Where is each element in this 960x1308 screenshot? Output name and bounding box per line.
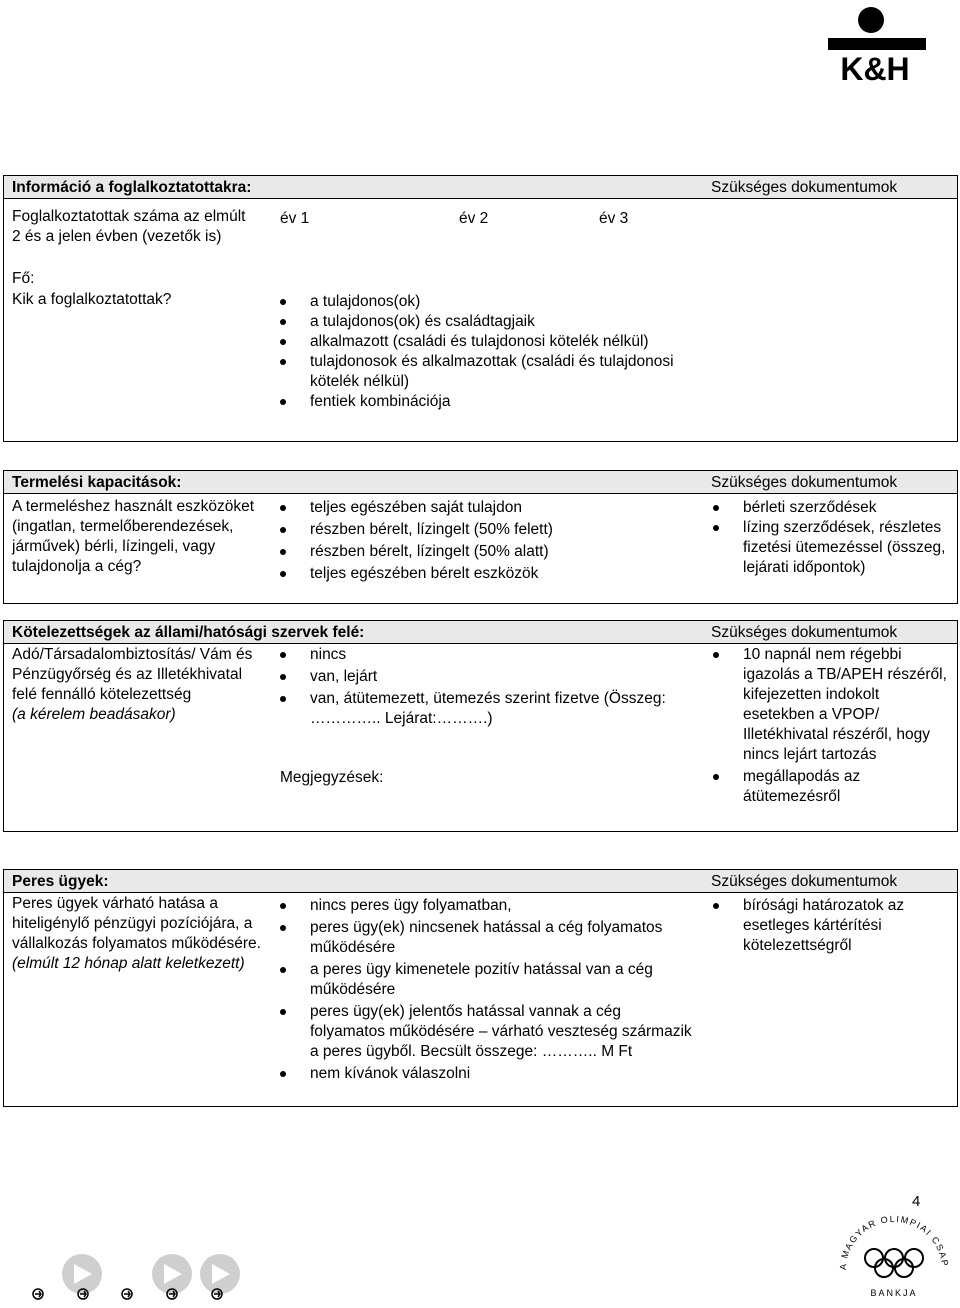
headcount-label: Fő: <box>12 270 35 287</box>
obligations-question-note: (a kérelem beadásakor) <box>12 706 176 723</box>
required-docs-header: Szükséges dokumentumok <box>711 624 898 641</box>
capacity-docs <box>711 498 951 578</box>
year-1: év 1 <box>280 210 310 227</box>
option-none[interactable]: nincs <box>278 645 698 665</box>
option-no-answer[interactable]: nem kívánok válaszolni <box>278 1064 698 1084</box>
capacity-options <box>278 498 698 584</box>
obligations-section <box>3 620 958 832</box>
option-combination[interactable]: fentiek kombinációja <box>278 392 698 412</box>
required-docs-header: Szükséges dokumentumok <box>711 474 898 491</box>
lawsuits-question: Peres ügyek várható hatása a hiteligénylő pénzügyi pozíciójára, a vállalkozás folyamatos működésére. (elmúlt 12 hónap alatt keletkezett) <box>12 895 261 972</box>
option-partly-leased-under[interactable]: részben bérelt, lízingelt (50% alatt) <box>278 542 698 562</box>
nav-icons <box>30 1252 290 1308</box>
option-employees[interactable]: alkalmazott (családi és tulajdonosi kötelék nélkül) <box>278 332 698 352</box>
required-docs-header: Szükséges dokumentumok <box>711 873 898 890</box>
section-title: Kötelezettségek az állami/hatósági szervek felé: <box>12 624 365 641</box>
page-number: 4 <box>912 1193 921 1210</box>
badge-bottom-text: BANKJA <box>870 1288 918 1298</box>
section-title: Peres ügyek: <box>12 873 109 890</box>
obligation-options <box>278 645 698 729</box>
doc-court-decisions: bírósági határozatok az esetleges kártérítési kötelezettségről <box>711 896 951 956</box>
capacity-section <box>3 470 958 604</box>
option-overdue[interactable]: van, lejárt <box>278 667 698 687</box>
employees-section <box>3 175 958 442</box>
option-no-impact[interactable]: peres ügy(ek) nincsenek hatással a cég folyamatos működésére <box>278 918 698 958</box>
kh-logo <box>818 0 928 84</box>
lawsuit-docs <box>711 896 951 956</box>
badge-arc-text: A MAGYAR OLIMPIAI CSAP <box>837 1213 950 1271</box>
nav-arrow-icon[interactable] <box>33 1254 102 1299</box>
doc-certificate: 10 napnál nem régebbi igazolás a TB/APEH részéről, kifejezetten indokolt esetekben a VPOP/ Illetékhivatal részéről, hogy nincs lejárt tartozás <box>711 645 951 765</box>
option-positive-impact[interactable]: a peres ügy kimenetele pozitív hatással van a cég működésére <box>278 960 698 1000</box>
doc-leasing-contracts: lízing szerződések, részletes fizetési ütemezéssel (összeg, lejárati időpontok) <box>711 518 951 578</box>
option-significant-impact[interactable]: peres ügy(ek) jelentős hatással vannak a cég folyamatos működésére – várható veszteség származik a peres ügyből. Becsült összege: ……….. M Ft <box>278 1002 698 1062</box>
notes-label: Megjegyzések: <box>280 769 384 786</box>
lawsuit-options <box>278 896 698 1084</box>
section-title: Termelési kapacitások: <box>12 474 182 491</box>
obligations-question: Adó/Társadalombiztosítás/ Vám és Pénzügyőrség és az Illetékhivatal felé fennálló kötelezettség (a kérelem beadásakor) <box>12 646 253 723</box>
year-2: év 2 <box>459 210 489 227</box>
year-3: év 3 <box>599 210 629 227</box>
doc-agreement: megállapodás az átütemezésről <box>711 767 951 807</box>
obligation-docs <box>711 645 951 807</box>
option-rescheduled[interactable]: van, átütemezett, ütemezés szerint fizetve (Összeg: ………….. Lejárat:……….) <box>278 689 698 729</box>
option-owners-and-employees[interactable]: tulajdonosok és alkalmazottak (családi és tulajdonosi kötelék nélkül) <box>278 352 698 392</box>
section-title: Információ a foglalkoztatottakra: <box>12 179 252 196</box>
lawsuits-question-note: (elmúlt 12 hónap alatt keletkezett) <box>12 955 245 972</box>
option-partly-leased-over[interactable]: részben bérelt, lízingelt (50% felett) <box>278 520 698 540</box>
option-owners-family[interactable]: a tulajdonos(ok) és családtagjaik <box>278 312 698 332</box>
required-docs-header: Szükséges dokumentumok <box>711 179 898 196</box>
employee-type-options <box>278 292 698 412</box>
option-no-lawsuit[interactable]: nincs peres ügy folyamatban, <box>278 896 698 916</box>
employee-count-question: Foglalkoztatottak száma az elmúlt 2 és a jelen évben (vezetők is) <box>12 208 246 245</box>
option-own[interactable]: teljes egészében saját tulajdon <box>278 498 698 518</box>
doc-rental-contracts: bérleti szerződések <box>711 498 951 518</box>
option-owners[interactable]: a tulajdonos(ok) <box>278 292 698 312</box>
employees-who-question: Kik a foglalkoztatottak? <box>12 291 172 308</box>
logo-text: K&H <box>840 51 910 84</box>
capacity-question: A termeléshez használt eszközöket (ingatlan, termelőberendezések, járművek) bérli, lízingeli, vagy tulajdonolja a cég? <box>12 498 255 575</box>
lawsuits-section <box>3 869 958 1107</box>
option-fully-leased[interactable]: teljes egészében bérelt eszközök <box>278 564 698 584</box>
olympic-team-badge <box>828 1200 958 1300</box>
